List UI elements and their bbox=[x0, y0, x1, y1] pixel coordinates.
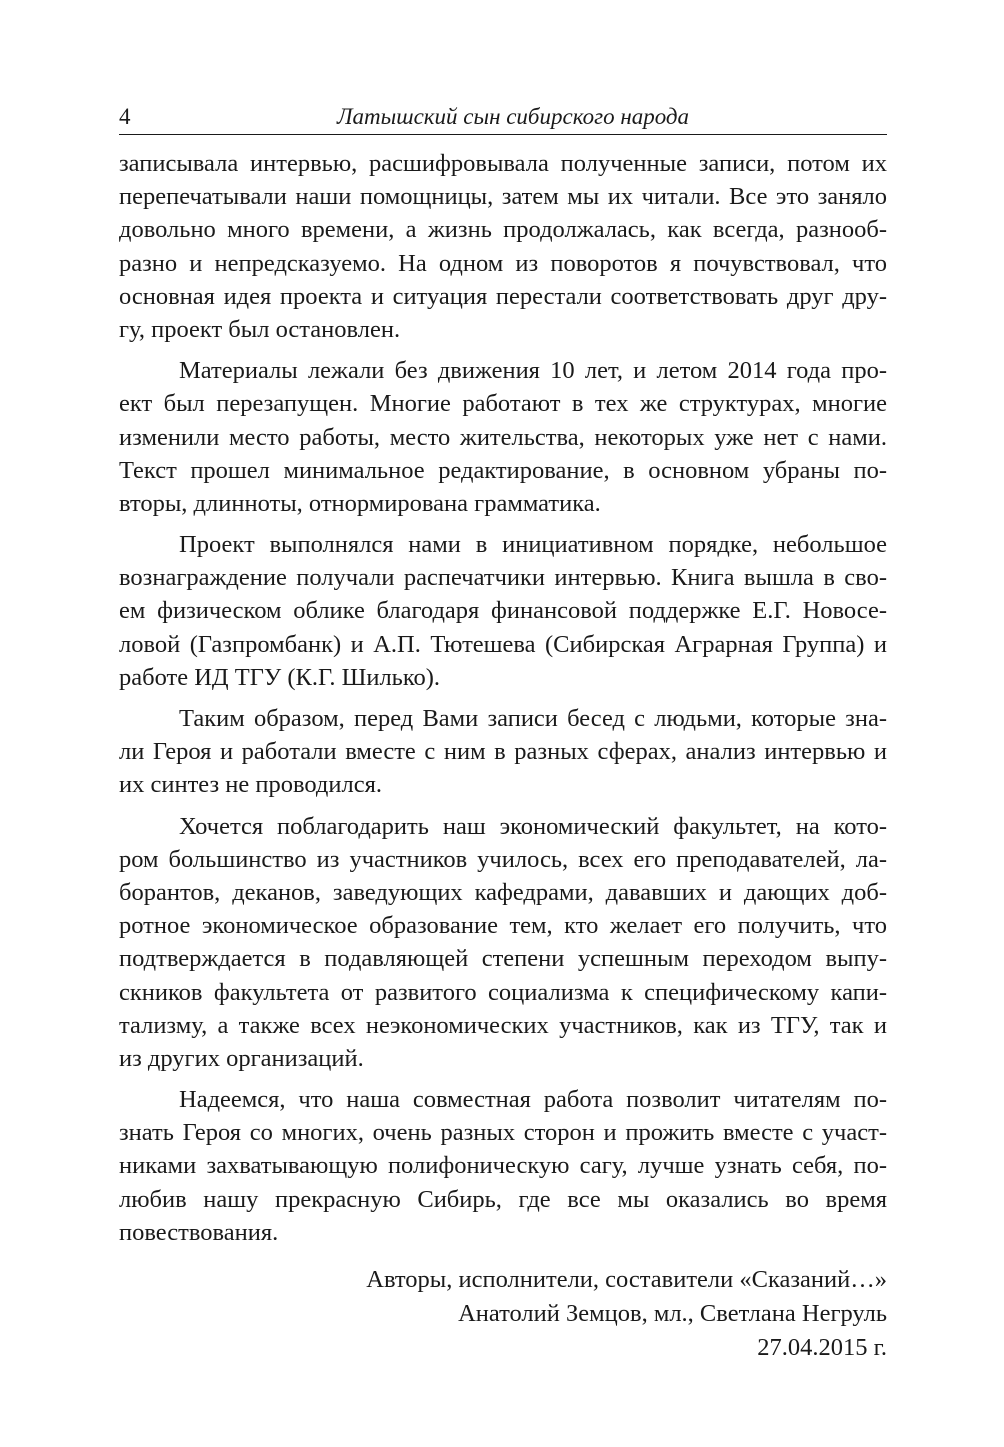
text-line: записывала интервью, расшифровывала полученные записи, потом их bbox=[119, 150, 887, 177]
text-line: основная идея проекта и ситуация перестали соответствовать друг дру- bbox=[119, 282, 887, 310]
paragraph bbox=[119, 354, 887, 520]
text-line: повествования. bbox=[119, 1218, 279, 1246]
paragraph bbox=[119, 810, 887, 1076]
text-line: перепечатывали наши помощницы, затем мы их читали. Все это заняло bbox=[119, 183, 887, 211]
running-title: Латышский сын сибирского народа bbox=[336, 104, 690, 129]
text-line: изменили место работы, место жительства, некоторых уже нет с нами. bbox=[119, 423, 887, 451]
signature-block bbox=[119, 1263, 887, 1365]
text-line: никами захватывающую полифоническую сагу, лучше узнать себя, по- bbox=[119, 1152, 887, 1180]
text-line: Проект выполнялся нами в инициативном порядке, небольшое bbox=[179, 531, 887, 559]
text-line: вознаграждение получали распечатчики интервью. Книга вышла в сво- bbox=[119, 564, 887, 592]
text-line: ром большинство из участников училось, всех его преподавателей, ла- bbox=[119, 845, 887, 873]
text-line: Материалы лежали без движения 10 лет, и летом 2014 года про- bbox=[179, 357, 887, 385]
text-line: борантов, деканов, заведующих кафедрами, дававших и дающих доб- bbox=[119, 878, 887, 906]
text-line: из других организаций. bbox=[119, 1044, 364, 1072]
text-line: ем физическом облике благодаря финансовой поддержке Е.Г. Новосе- bbox=[119, 597, 887, 625]
paragraph bbox=[119, 702, 887, 802]
signature-date-line: 27.04.2015 г. bbox=[757, 1334, 887, 1361]
text-line: гу, проект был остановлен. bbox=[119, 315, 401, 343]
body-text bbox=[119, 147, 887, 1365]
text-line: подтверждается в подавляющей степени успешным переходом выпу- bbox=[119, 945, 887, 973]
text-line: ловой (Газпромбанк) и А.П. Тютешева (Сибирская Аграрная Группа) и bbox=[119, 630, 887, 658]
text-line: знать Героя со многих, очень разных сторон и прожить вместе с участ- bbox=[119, 1119, 887, 1147]
text-line: ли Героя и работали вместе с ним в разных сферах, анализ интервью и bbox=[119, 738, 887, 766]
signature-authors-line: Авторы, исполнители, составители «Сказаний…» bbox=[366, 1266, 887, 1293]
text-line: Текст прошел минимальное редактирование, в основном убраны по- bbox=[119, 456, 887, 484]
text-line: любив нашу прекрасную Сибирь, где все мы оказались во время bbox=[119, 1185, 887, 1213]
text-line: Хочется поблагодарить наш экономический факультет, на кото- bbox=[179, 812, 887, 840]
paragraphs bbox=[119, 147, 887, 1249]
text-line: Таким образом, перед Вами записи бесед с людьми, которые зна- bbox=[179, 705, 887, 732]
text-line: работе ИД ТГУ (К.Г. Шилько). bbox=[119, 663, 441, 691]
text-line: скников факультета от развитого социализма к специфическому капи- bbox=[119, 978, 887, 1006]
text-line: разно и непредсказуемо. На одном из поворотов я почувствовал, что bbox=[119, 249, 887, 277]
text-line: их синтез не проводился. bbox=[119, 771, 383, 799]
paragraph bbox=[119, 147, 887, 346]
text-line: вторы, длинноты, отнормирована грамматика. bbox=[119, 489, 601, 517]
text-line: Надеемся, что наша совместная работа позволит читателям по- bbox=[179, 1086, 887, 1114]
text-line: ект был перезапущен. Многие работают в тех же структурах, многие bbox=[119, 390, 887, 418]
signature-names-line: Анатолий Земцов, мл., Светлана Негруль bbox=[458, 1300, 887, 1327]
paragraph bbox=[119, 528, 887, 694]
text-line: ротное экономическое образование тем, кто желает его получить, что bbox=[119, 912, 887, 940]
paragraph bbox=[119, 1083, 887, 1249]
text-line: довольно много времени, а жизнь продолжалась, как всегда, разнооб- bbox=[119, 216, 887, 244]
text-line: тализму, а также всех неэкономических участников, как из ТГУ, так и bbox=[119, 1011, 887, 1039]
page-header bbox=[119, 102, 887, 135]
page-number: 4 bbox=[119, 104, 131, 129]
